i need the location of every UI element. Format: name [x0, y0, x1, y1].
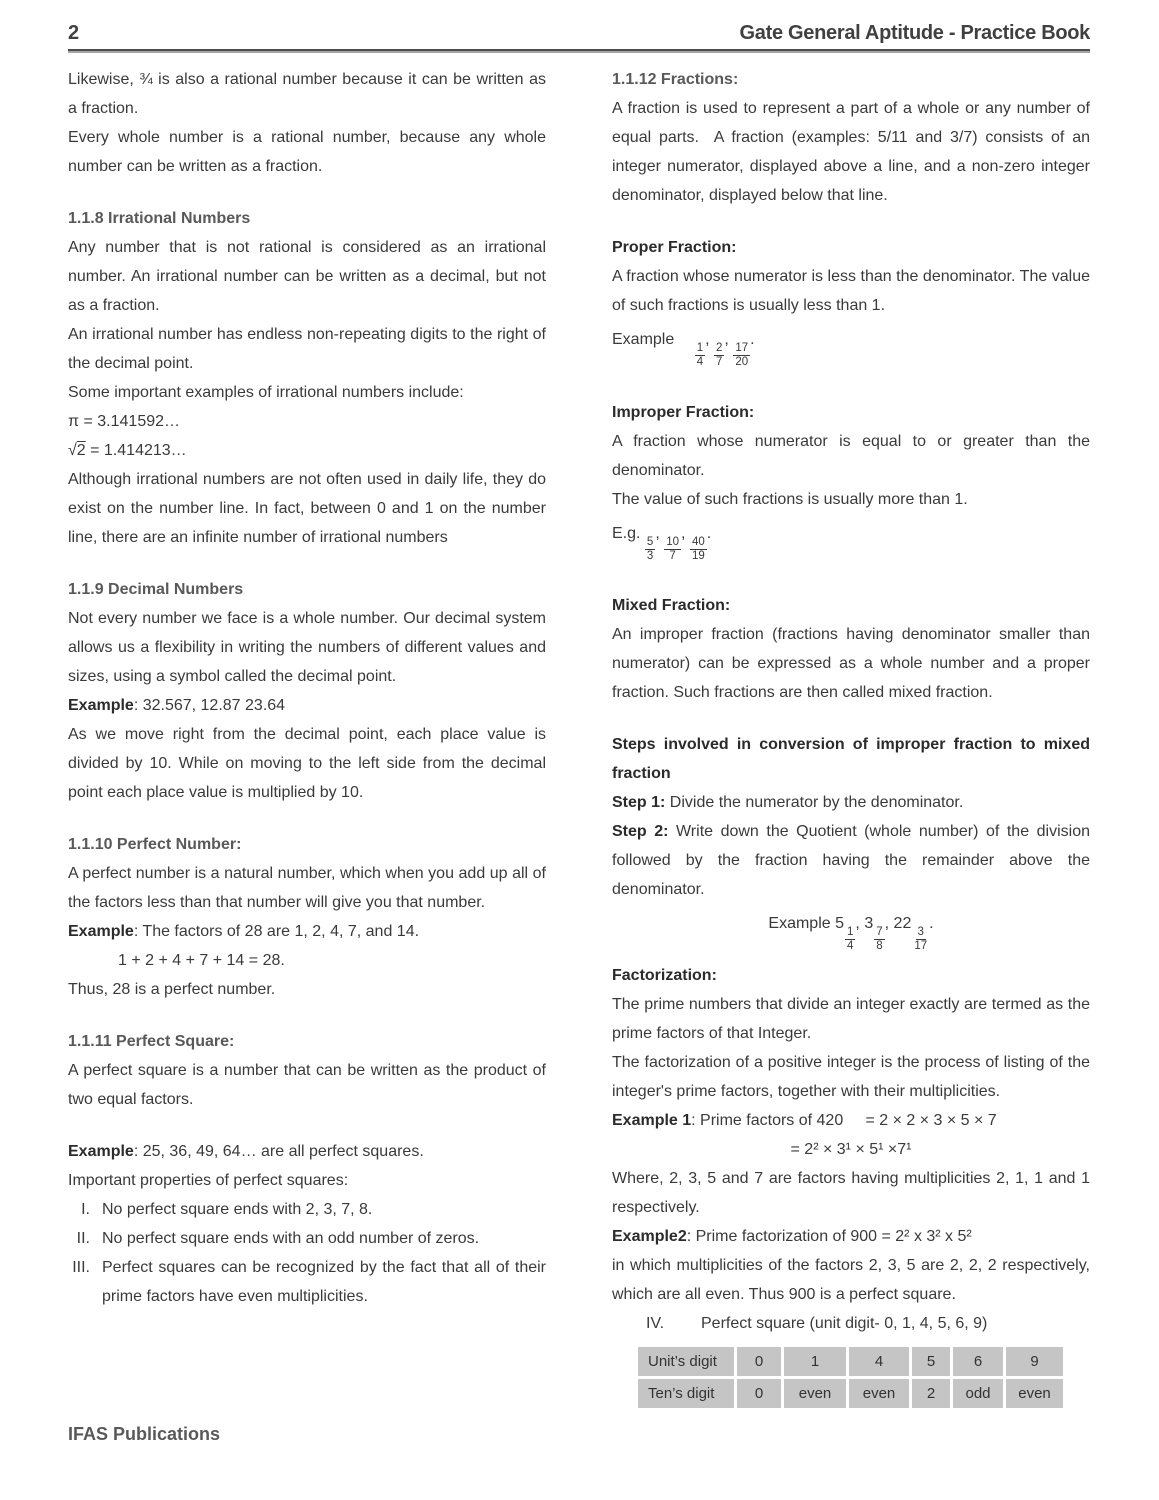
- radicand: 2: [76, 442, 86, 459]
- example2-label: Example2: [612, 1227, 687, 1245]
- list-item: [68, 1224, 546, 1253]
- comma: ,: [884, 915, 890, 933]
- paragraph: A perfect number is a natural number, which when you add up all of the factors less than that number will give you that number.: [68, 865, 546, 911]
- paragraph: Not every number we face is a whole number. Our decimal system allows us a flexibility in writing the numbers of different values and sizes, using a symbol called the decimal point.: [68, 610, 546, 685]
- table-cell: 0: [737, 1347, 781, 1376]
- list-item: [68, 1195, 546, 1224]
- sum-equation-line: 1 + 2 + 4 + 7 + 14 = 28.: [118, 952, 285, 969]
- fraction: $\frac{10}{7}$: [666, 535, 680, 562]
- section-perfect-square: [68, 1027, 546, 1311]
- fraction: $\frac{17}{20}$: [735, 342, 749, 369]
- paragraph: Important properties of perfect squares:: [68, 1172, 349, 1189]
- heading-improper-fraction: Improper Fraction:: [612, 403, 755, 421]
- right-column: [612, 65, 1090, 1411]
- radical-sign: √: [68, 442, 77, 459]
- paragraph: Some important examples of irrational numbers include:: [68, 384, 464, 401]
- example-line: [68, 1137, 546, 1166]
- table-cell: 1: [784, 1347, 846, 1376]
- heading-decimal-numbers: 1.1.9 Decimal Numbers: [68, 581, 244, 598]
- fraction: $\frac{40}{19}$: [691, 535, 705, 562]
- section-irrational-numbers: [68, 204, 546, 552]
- proper-fraction-example: [612, 320, 1090, 375]
- step-line: [612, 817, 1090, 904]
- list-item-numeral: IV.: [646, 1314, 665, 1332]
- example-label: Example: [768, 915, 831, 933]
- eg-label: E.g.: [612, 524, 641, 542]
- paragraph: A fraction is used to represent a part of a whole or any number of equal parts. A fraction (examples: 5/11 and 3/7) consists of an integer numerator, displayed above a line, and a non-zero integer denominator, displayed below that line.: [612, 100, 1090, 204]
- mixed-number: 3 $\frac{7}{8}$: [864, 915, 883, 953]
- example-label: Example: [68, 697, 134, 714]
- table-cell: Ten’s digit: [638, 1379, 734, 1408]
- sqrt2-value: = 1.414213…: [85, 442, 187, 459]
- fraction: $\frac{2}{7}$: [716, 342, 723, 369]
- list-item-iv: [612, 1309, 1090, 1338]
- paragraph: Thus, 28 is a perfect number.: [68, 981, 276, 998]
- fraction: $\frac{1}{4}$: [696, 342, 704, 369]
- perfect-square-digit-table: [635, 1344, 1066, 1411]
- section-factorization: [612, 961, 1090, 1411]
- example-text: : 32.567, 12.87 23.64: [133, 697, 286, 714]
- table-cell: even: [849, 1379, 909, 1408]
- improper-fraction-example: [612, 514, 1090, 569]
- fraction: $\frac{5}{3}$: [646, 535, 654, 562]
- comma: ,: [724, 331, 729, 348]
- book-title: Gate General Aptitude - Practice Book: [739, 22, 1090, 44]
- fraction: $\frac{7}{8}$: [876, 926, 883, 953]
- table-cell: 5: [912, 1347, 950, 1376]
- list-item: [68, 1253, 546, 1311]
- roman-list: [68, 1195, 546, 1311]
- sqrt2-value-line: [68, 436, 546, 465]
- paragraph: An irrational number has endless non-repeating digits to the right of the decimal point.: [68, 326, 546, 372]
- heading-steps-conversion: Steps involved in conversion of improper fraction to mixed fraction: [612, 736, 1090, 783]
- page-number: 2: [68, 22, 79, 44]
- left-column: [68, 65, 546, 1411]
- heading-fractions: 1.1.12 Fractions:: [612, 71, 739, 88]
- fraction: $\frac{3}{17}$: [914, 926, 928, 953]
- paragraph: in which multiplicities of the factors 2, 3, 5 are 2, 2, 2 respectively, which are all even. Thus 900 is a perfect square.: [612, 1256, 1090, 1303]
- example-label: Example: [68, 1143, 134, 1160]
- list-item-numeral: I.: [81, 1201, 90, 1218]
- paragraph: A fraction whose numerator is less than the denominator. The value of such fractions is usually less than 1.: [612, 268, 1090, 314]
- section-fractions: [612, 65, 1090, 210]
- example1-text: : Prime factors of 420 = 2 × 2 × 3 × 5 × 7: [691, 1111, 997, 1129]
- example1-label: Example 1: [612, 1111, 692, 1129]
- paragraph: Where, 2, 3, 5 and 7 are factors having multiplicities 2, 1, 1 and 1 respectively.: [612, 1169, 1090, 1216]
- example1-line: [612, 1106, 1090, 1135]
- paragraph: The prime numbers that divide an integer exactly are termed as the prime factors of that Integer.: [612, 995, 1090, 1042]
- table-row: [638, 1379, 1063, 1408]
- table-cell: even: [1006, 1379, 1063, 1408]
- paragraph: Any number that is not rational is considered as an irrational number. An irrational number can be written as a decimal, but not as a fraction.: [68, 239, 546, 314]
- comma: ,: [655, 524, 660, 542]
- heading-perfect-square: 1.1.11 Perfect Square:: [68, 1033, 235, 1050]
- fraction: $\frac{1}{4}$: [847, 926, 854, 953]
- example1-continuation: = 2² × 3¹ × 5¹ ×7¹: [790, 1140, 912, 1158]
- paragraph: The factorization of a positive integer is the process of listing of the integer's prime factors, together with their multiplicities.: [612, 1053, 1090, 1100]
- section-perfect-number: [68, 830, 546, 1004]
- list-item-numeral: II.: [76, 1230, 90, 1247]
- list-item-text: Perfect square (unit digit- 0, 1, 4, 5, 6, 9): [701, 1314, 988, 1332]
- example-text: : 25, 36, 49, 64… are all perfect squares.: [133, 1143, 424, 1160]
- example2-line: [612, 1222, 1090, 1251]
- comma: ,: [705, 331, 710, 348]
- step2-text: Write down the Quotient (whole number) of the division followed by the fraction having the remainder above the denominator.: [612, 823, 1091, 899]
- list-item-text: Perfect squares can be recognized by the fact that all of their prime factors have even multiplicities.: [102, 1259, 546, 1305]
- table-cell: odd: [953, 1379, 1003, 1408]
- example-line: [68, 691, 546, 720]
- example2-text: : Prime factorization of 900 = 2² x 3² x 5²: [686, 1227, 972, 1245]
- paragraph: Every whole number is a rational number, because any whole number can be written as a fraction.: [68, 129, 546, 175]
- step1-label: Step 1:: [612, 794, 666, 812]
- paragraph: A perfect square is a number that can be written as the product of two equal factors.: [68, 1062, 546, 1108]
- table-cell: 9: [1006, 1347, 1063, 1376]
- period: .: [706, 524, 712, 542]
- paragraph: A fraction whose numerator is equal to or greater than the denominator.: [612, 432, 1090, 479]
- header-rule: [68, 49, 1090, 53]
- list-item-text: No perfect square ends with 2, 3, 7, 8.: [102, 1201, 373, 1218]
- pi-value-line: π = 3.141592…: [68, 413, 181, 430]
- comma: ,: [855, 915, 860, 933]
- example-label: Example: [612, 331, 675, 348]
- paragraph: Likewise, ¾ is also a rational number because it can be written as a fraction.: [68, 71, 546, 117]
- page-header: [68, 22, 1090, 45]
- paragraph: The value of such fractions is usually more than 1.: [612, 490, 968, 508]
- heading-irrational-numbers: 1.1.8 Irrational Numbers: [68, 210, 251, 227]
- example-text: : The factors of 28 are 1, 2, 4, 7, and 14.: [133, 923, 420, 940]
- step-line: [612, 788, 1090, 817]
- list-item-numeral: III.: [72, 1259, 90, 1276]
- section-conversion-steps: [612, 730, 1090, 959]
- table-cell: even: [784, 1379, 846, 1408]
- table-row: [638, 1347, 1063, 1376]
- example-label: Example: [68, 923, 134, 940]
- period: .: [750, 331, 755, 348]
- publisher-footer: IFAS Publications: [68, 1424, 221, 1444]
- heading-factorization: Factorization:: [612, 966, 717, 984]
- paragraph: As we move right from the decimal point, each place value is divided by 10. While on moving to the left side from the decimal point each place value is multiplied by 10.: [68, 726, 546, 801]
- section-proper-fraction: [612, 233, 1090, 375]
- period: .: [929, 915, 934, 933]
- table-cell: 0: [737, 1379, 781, 1408]
- table-cell: Unit’s digit: [638, 1347, 734, 1376]
- table-cell: 6: [953, 1347, 1003, 1376]
- table-cell: 4: [849, 1347, 909, 1376]
- content-columns: [68, 65, 1090, 1411]
- section-decimal-numbers: [68, 575, 546, 807]
- mixed-number-example: [612, 904, 1090, 959]
- paragraph: Although irrational numbers are not often used in daily life, they do exist on the number line. In fact, between 0 and 1 on the number line, there are an infinite number of irrational numbers: [68, 471, 546, 546]
- mixed-number: 22 $\frac{3}{17}$: [893, 915, 928, 953]
- heading-mixed-fraction: Mixed Fraction:: [612, 597, 731, 615]
- table-cell: 2: [912, 1379, 950, 1408]
- example-line: [68, 917, 546, 946]
- comma: ,: [681, 524, 686, 542]
- step1-text: Divide the numerator by the denominator.: [665, 794, 964, 812]
- heading-perfect-number: 1.1.10 Perfect Number:: [68, 836, 242, 853]
- heading-proper-fraction: Proper Fraction:: [612, 239, 737, 256]
- section-mixed-fraction: [612, 591, 1090, 707]
- step2-label: Step 2:: [612, 823, 669, 841]
- section-improper-fraction: [612, 398, 1090, 569]
- mixed-number: 5 $\frac{1}{4}$: [835, 915, 854, 953]
- list-item-text: No perfect square ends with an odd number of zeros.: [102, 1230, 480, 1247]
- paragraph: An improper fraction (fractions having denominator smaller than numerator) can be expressed as a whole number and a proper fraction. Such fractions are then called mixed fraction.: [612, 626, 1090, 702]
